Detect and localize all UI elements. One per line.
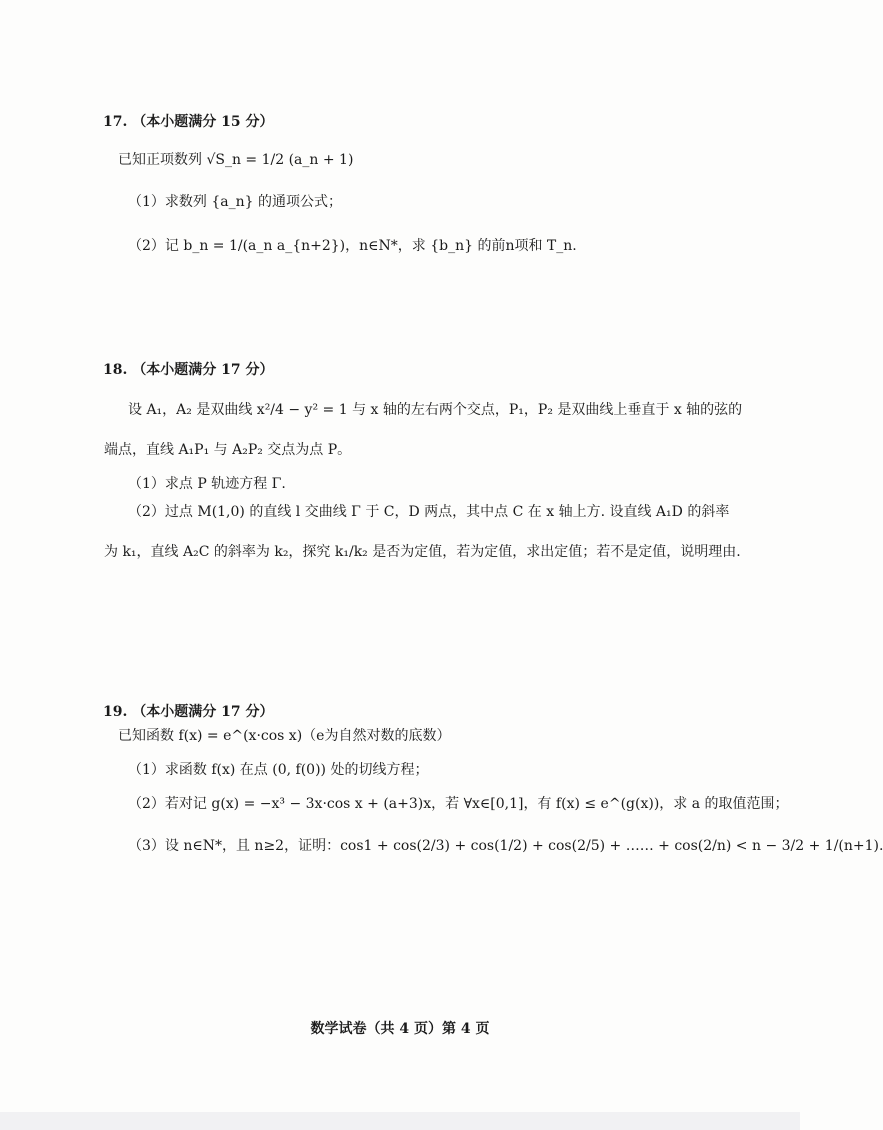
question-18-part-1: （1）求点 P 轨迹方程 Γ. [128,476,286,492]
question-points: （本小题满分 17 分） [132,362,274,378]
question-19-stem: 已知函数 f(x) = e^(x·cos x)（e为自然对数的底数） [118,728,451,744]
question-18-stem-line-1: 设 A₁，A₂ 是双曲线 x²/4 − y² = 1 与 x 轴的左右两个交点，P₁，P₂ 是双曲线上垂直于 x 轴的弦的 [128,402,743,418]
question-18-part-2: （2）过点 M(1,0) 的直线 l 交曲线 Γ 于 C，D 两点，其中点 C 在 x 轴上方. 设直线 A₁D 的斜率 [128,504,730,520]
question-19-part-3: （3）设 n∈N*，且 n≥2，证明：cos1 + cos(2/3) + cos(1/2) + cos(2/5) + …… + cos(2/n) < n − 3/2 + 1/(n+1). [128,838,883,854]
question-19-header [103,702,273,722]
question-18-stem-line-2: 端点，直线 A₁P₁ 与 A₂P₂ 交点为点 P。 [104,442,352,458]
question-number: 19. [103,704,128,720]
question-number: 17. [103,114,128,130]
scan-bottom-strip [0,1112,800,1130]
question-points: （本小题满分 17 分） [132,704,274,720]
question-18-part-2-continued: 为 k₁，直线 A₂C 的斜率为 k₂，探究 k₁/k₂ 是否为定值，若为定值，求出定值；若不是定值，说明理由. [104,544,741,560]
question-number: 18. [103,362,128,378]
question-19-part-1: （1）求函数 f(x) 在点 (0, f(0)) 处的切线方程； [128,762,429,778]
question-17-header [103,112,273,132]
page-footer: 数学试卷（共 4 页）第 4 页 [310,1021,490,1037]
question-19-part-2: （2）若对记 g(x) = −x³ − 3x·cos x + (a+3)x，若 ∀x∈[0,1]，有 f(x) ≤ e^(g(x))，求 a 的取值范围； [128,796,789,812]
question-points: （本小题满分 15 分） [132,114,274,130]
question-17-part-2: （2）记 b_n = 1/(a_n a_{n+2})，n∈N*，求 {b_n} 的前n项和 T_n. [128,238,577,254]
question-17-part-1: （1）求数列 {a_n} 的通项公式； [128,194,342,210]
question-17-stem: 已知正项数列 √S_n = 1/2 (a_n + 1) [118,152,354,168]
question-18-header [103,360,273,380]
